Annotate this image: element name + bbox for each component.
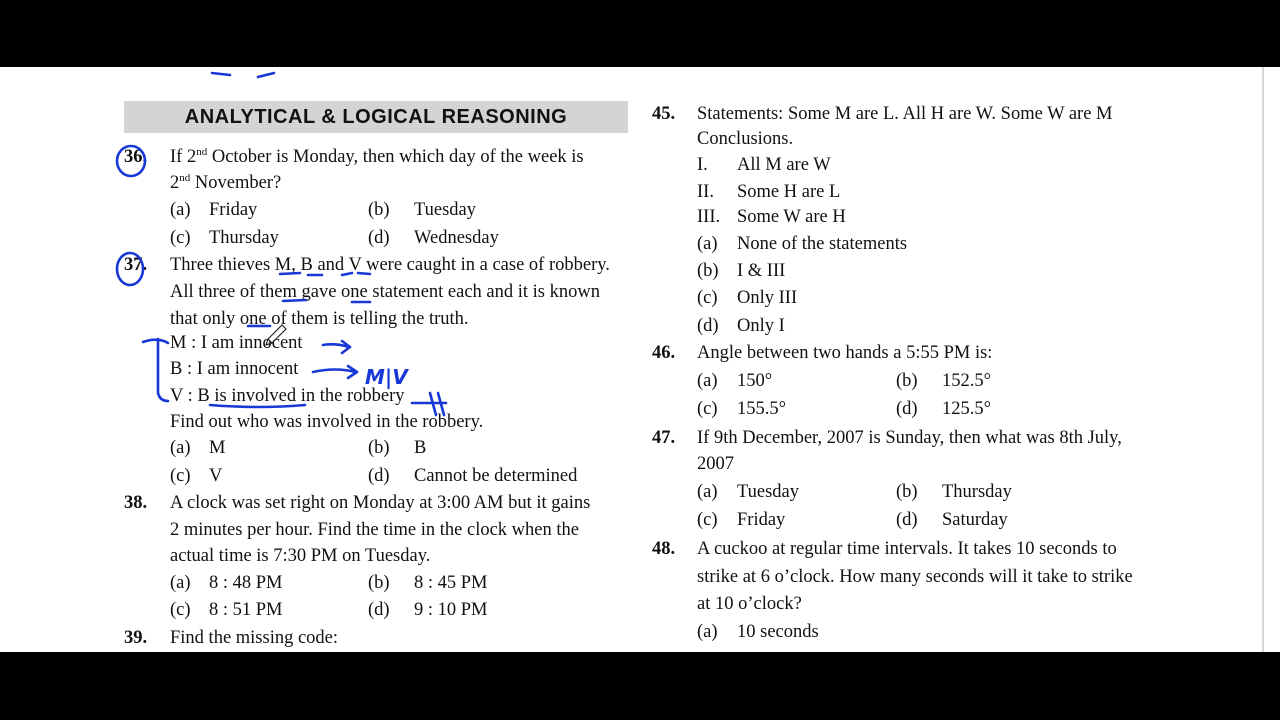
- option-text: Friday: [209, 200, 258, 220]
- question-text: 2nd November?: [170, 171, 282, 193]
- option-text: 10 seconds: [737, 622, 819, 642]
- option-text: Tuesday: [737, 482, 800, 502]
- option-text: V: [209, 466, 223, 486]
- option-label: (d): [896, 510, 918, 530]
- ink-arrow: [313, 366, 357, 378]
- option-text: Thursday: [209, 228, 279, 248]
- option-label: (a): [170, 438, 191, 458]
- question-text: A clock was set right on Monday at 3:00 AM but it gains: [170, 493, 591, 513]
- option-text: None of the statements: [737, 234, 908, 254]
- option-label: (c): [697, 288, 718, 308]
- question-text: Angle between two hands a 5:55 PM is:: [697, 343, 993, 363]
- question-text: that only one of them is telling the truth.: [170, 309, 469, 329]
- option-text: Friday: [737, 510, 786, 530]
- statement-line: M : I am innocent: [170, 333, 303, 353]
- question-number: 37.: [124, 255, 148, 275]
- option-label: (a): [697, 234, 718, 254]
- question-text: All three of them gave one statement each and it is known: [170, 282, 600, 302]
- option-text: 150°: [737, 371, 773, 391]
- option-text: 9 : 10 PM: [414, 600, 488, 620]
- question-number: 39.: [124, 628, 148, 648]
- question-text: If 9th December, 2007 is Sunday, then what was 8th July,: [697, 428, 1122, 448]
- ink-dash: [212, 73, 274, 77]
- conclusion-text: Some W are H: [737, 207, 846, 227]
- question-number: 38.: [124, 493, 148, 513]
- question-number: 48.: [652, 539, 676, 559]
- option-label: (b): [368, 438, 390, 458]
- conclusion-numeral: III.: [697, 207, 721, 227]
- option-label: (d): [368, 466, 390, 486]
- statement-line: B : I am innocent: [170, 359, 299, 379]
- option-text: 8 : 45 PM: [414, 573, 488, 593]
- question-text: at 10 o’clock?: [697, 594, 802, 614]
- option-text: 125.5°: [942, 399, 992, 419]
- option-label: (b): [896, 371, 918, 391]
- option-text: Tuesday: [414, 200, 477, 220]
- question-text: strike at 6 o’clock. How many seconds will it take to strike: [697, 567, 1133, 587]
- question-text: Statements: Some M are L. All H are W. Some W are M: [697, 104, 1113, 124]
- option-text: Cannot be determined: [414, 466, 578, 486]
- option-label: (d): [368, 228, 390, 248]
- option-text: Only I: [737, 316, 785, 336]
- option-text: I & III: [737, 261, 786, 281]
- question-number: 36.: [124, 147, 148, 167]
- option-label: (a): [697, 482, 718, 502]
- option-label: (c): [170, 466, 191, 486]
- section-title: ANALYTICAL & LOGICAL REASONING: [124, 101, 628, 133]
- page-edge-rule: [1262, 67, 1264, 652]
- option-text: M: [209, 438, 226, 458]
- statement-line: V : B is involved in the robbery: [170, 386, 405, 406]
- option-text: B: [414, 438, 427, 458]
- option-label: (d): [896, 399, 918, 419]
- option-label: (c): [697, 399, 718, 419]
- question-text: If 2nd October is Monday, then which day of the week is: [170, 145, 584, 167]
- conclusion-text: Some H are L: [737, 182, 841, 202]
- option-label: (c): [170, 600, 191, 620]
- question-text: Three thieves M, B and V were caught in a case of robbery.: [170, 255, 610, 275]
- option-text: 155.5°: [737, 399, 787, 419]
- option-text: 152.5°: [942, 371, 992, 391]
- option-label: (a): [170, 200, 191, 220]
- option-text: Thursday: [942, 482, 1012, 502]
- ink-note: M|V: [365, 365, 408, 389]
- conclusion-numeral: I.: [697, 155, 708, 175]
- option-label: (c): [697, 510, 718, 530]
- option-label: (d): [368, 600, 390, 620]
- option-text: 8 : 48 PM: [209, 573, 283, 593]
- conclusion-text: All M are W: [737, 155, 831, 175]
- option-text: Wednesday: [414, 228, 499, 248]
- option-text: Saturday: [942, 510, 1008, 530]
- question-text: Find out who was involved in the robbery.: [170, 412, 484, 432]
- option-label: (a): [697, 371, 718, 391]
- question-text: Conclusions.: [697, 129, 794, 149]
- conclusion-numeral: II.: [697, 182, 714, 202]
- option-label: (c): [170, 228, 191, 248]
- question-text: actual time is 7:30 PM on Tuesday.: [170, 546, 431, 566]
- option-label: (b): [697, 261, 719, 281]
- question-text: Find the missing code:: [170, 628, 339, 648]
- ink-arrow: [323, 341, 350, 353]
- option-text: 8 : 51 PM: [209, 600, 283, 620]
- document-page: [0, 67, 1280, 652]
- option-label: (a): [697, 622, 718, 642]
- question-number: 45.: [652, 104, 676, 124]
- option-label: (b): [896, 482, 918, 502]
- option-label: (a): [170, 573, 191, 593]
- ink-bracket: [143, 339, 168, 401]
- option-label: (b): [368, 200, 390, 220]
- question-number: 46.: [652, 343, 676, 363]
- question-text: A cuckoo at regular time intervals. It takes 10 seconds to: [697, 539, 1117, 559]
- question-text: 2007: [697, 454, 734, 474]
- option-text: Only III: [737, 288, 798, 308]
- question-number: 47.: [652, 428, 676, 448]
- option-label: (d): [697, 316, 719, 336]
- option-label: (b): [368, 573, 390, 593]
- question-text: 2 minutes per hour. Find the time in the clock when the: [170, 520, 579, 540]
